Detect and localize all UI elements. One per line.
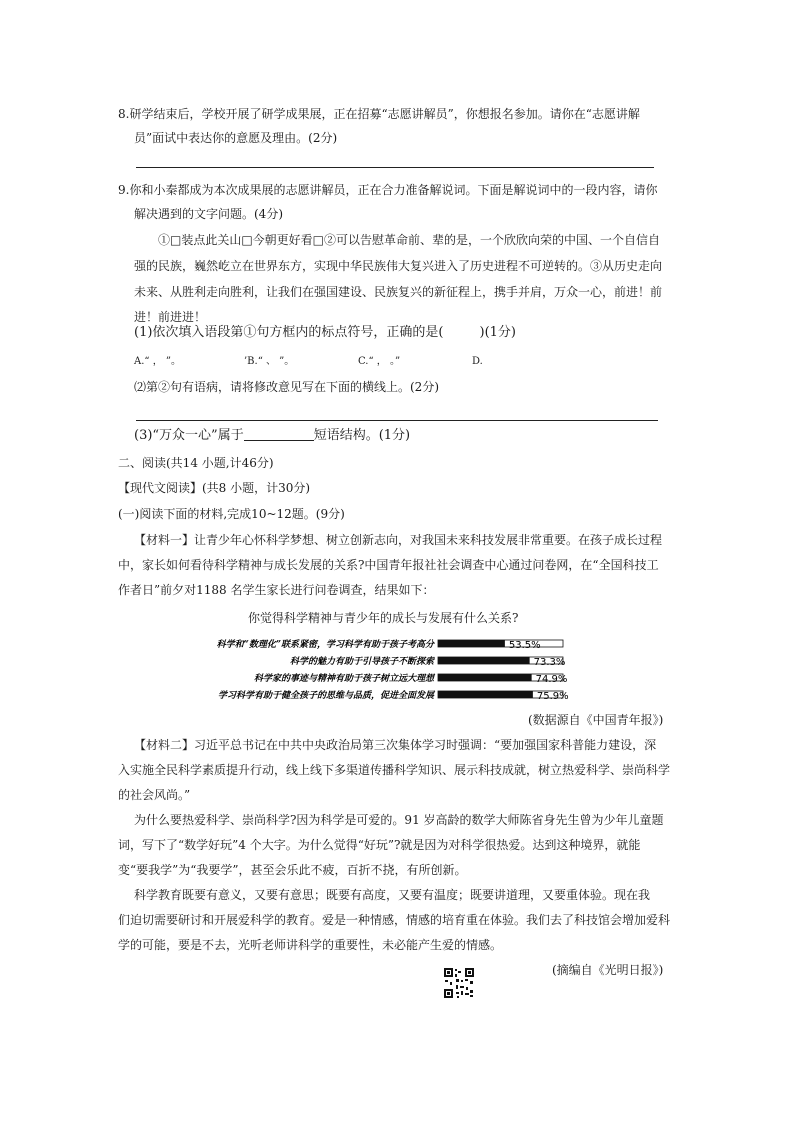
material2-line-6: 变“要我学”为“我要学”，甚至会乐此不疲，百折不挠，有所创新。 <box>118 863 467 877</box>
q8-line-1: 8.研学结束后，学校开展了研学成果展，正在招募“志愿讲解员”，你想报名参加。请你在“志愿讲解 <box>118 107 640 121</box>
q9-sub1-text: (1)依次填入语段第①句方框内的标点符号，正确的是( <box>134 325 444 340</box>
material2-line-5: 词，写下了“数学好玩”4 个大字。为什么觉得“好玩”?就是因为对科学很热爱。达到这种境界，就能 <box>118 838 641 852</box>
q9-sub3-blank[interactable] <box>244 428 314 441</box>
modern-reading-heading: 【现代文阅读】(共8 小题，计30分) <box>118 481 311 495</box>
chart-value-label: 74.9% <box>535 674 568 685</box>
q8-line-2: 员”面试中表达你的意愿及理由。(2分) <box>134 131 338 145</box>
q9-passage-1: ①□装点此关山□今朝更好看□②可以告慰革命前、辈的是，一个欣欣向荣的中国、一个自信自 <box>158 233 661 247</box>
chart-value-label: 53.5% <box>508 640 541 651</box>
survey-bar-chart <box>120 636 640 706</box>
material1-line-2: 中，家长如何看待科学精神与成长发展的关系?中国青年报社社会调查中心通过问卷网，在“全国科技工 <box>118 558 659 572</box>
material2-line-4: 为什么要热爱科学、崇尚科学?因为科学是可爱的。91 岁高龄的数学大师陈省身先生曾为少年儿童题 <box>134 813 664 827</box>
material2-line-3: 的社会风尚。” <box>118 788 191 802</box>
q8-answer-line[interactable] <box>136 167 654 168</box>
chart-value-label: 75.9% <box>536 691 569 702</box>
chart-bar <box>438 640 505 647</box>
material2-line-1: 【材料二】习近平总书记在中共中央政治局第三次集体学习时强调：“要加强国家科普能力建设，深 <box>134 738 657 752</box>
chart-category-label: 科学的魅力有助于引导孩子不断探索 <box>289 657 434 667</box>
q9-line-1: 9.你和小秦都成为本次成果展的志愿讲解员，正在合力准备解说词。下面是解说词中的一段内容，请你 <box>118 183 658 197</box>
chart-value-label: 73.3% <box>533 657 566 668</box>
material2-line-9: 学的可能，要是不去，光听老师讲科学的重要性，未必能产生爱的情感。 <box>118 938 503 952</box>
q9-option-d[interactable]: D. <box>472 356 483 367</box>
chart-category-label: 科学家的事迹与精神有助于孩子树立远大理想 <box>253 674 434 684</box>
q9-passage-3: 未来、从胜利走向胜利，让我们在强国建设、民族复兴的新征程上，携手并肩，万众一心，前进！前 <box>134 285 663 299</box>
chart-category-label: 学习科学有助于健全孩子的思维与品质，促进全面发展 <box>217 691 434 701</box>
section2-heading: 二、阅读(共14 小题,计46分) <box>118 456 274 470</box>
material2-source: (摘编自《光明日报》) <box>552 963 664 977</box>
chart-category-label: 科学和“数理化”联系紧密，学习科学有助于孩子考高分 <box>216 640 434 650</box>
material1-source: (数据源自《中国青年报》) <box>528 713 664 727</box>
q9-sub1 <box>134 325 516 341</box>
qr-code-icon <box>443 967 475 999</box>
q9-option-b[interactable]: ’B.“ 、 ”。 <box>244 356 295 367</box>
material1-line-1: 【材料一】让青少年心怀科学梦想、树立创新志向，对我国未来科技发展非常重要。在孩子成长过程 <box>134 533 663 547</box>
q9-sub3-text-a: (3)“万众一心”属于 <box>134 428 244 443</box>
chart-bar <box>438 657 530 664</box>
q9-option-c[interactable]: C.“ ， 。” <box>358 356 401 367</box>
q9-sub1-tail: )(1分) <box>479 325 516 340</box>
material2-line-8: 们迫切需要研讨和开展爱科学的教育。爱是一种情感，情感的培育重在体验。我们去了科技馆会增加爱科 <box>118 913 671 927</box>
chart-title: 你觉得科学精神与青少年的成长与发展有什么关系? <box>248 611 519 625</box>
q9-sub3 <box>134 428 410 444</box>
material2-line-7: 科学教育既要有意义，又要有意思；既要有高度，又要有温度；既要讲道理，又要重体验。现在我 <box>134 888 651 902</box>
material1-line-3: 作者日”前夕对1188 名学生家长进行问卷调查，结果如下： <box>118 583 435 597</box>
q9-option-a[interactable]: A.“ ， ”。 <box>134 356 181 367</box>
part1-heading: (一)阅读下面的材料,完成10~12题。(9分) <box>118 507 345 521</box>
chart-bar <box>438 674 532 681</box>
material2-line-2: 入实施全民科学素质提升行动，线上线下多渠道传播科学知识、展示科技成就，树立热爱科学、崇尚科学 <box>118 763 671 777</box>
q9-passage-4: 进！前进进！ <box>134 310 207 324</box>
chart-bar <box>438 691 533 698</box>
q9-sub3-text-b: 短语结构。(1分) <box>313 428 411 443</box>
q9-sub2: ⑵第②句有语病，请将修改意见写在下面的横线上。(2分) <box>134 380 440 394</box>
q9-answer-line[interactable] <box>136 420 658 421</box>
q9-line-2: 解决遇到的文字问题。(4分) <box>134 207 283 221</box>
q9-passage-2: 强的民族，巍然屹立在世界东方，实现中华民族伟大复兴进入了历史进程不可逆转的。③从历史走向 <box>134 259 663 273</box>
